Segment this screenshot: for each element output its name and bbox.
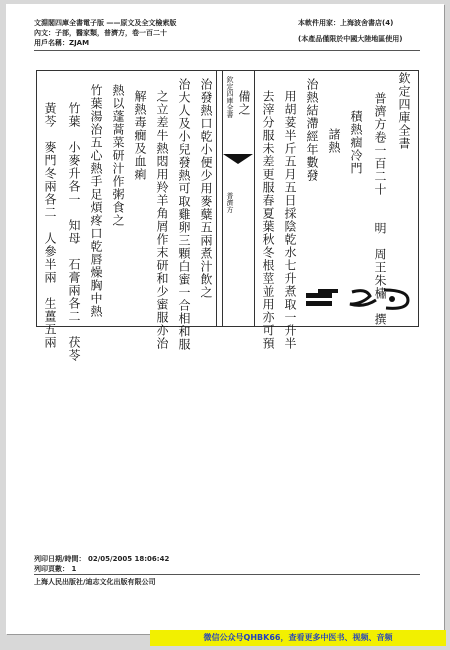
band-subtitle: 普濟方 [226,192,234,213]
header-licensee: 本軟件用家：上海波舍書店(4) [298,19,394,27]
text-column-8: 備之 [237,90,251,116]
print-pages-label: 列印頁數： [34,565,69,573]
band-rule-left [216,70,217,326]
header-left [34,18,176,48]
print-date-value: 02/05/2005 18:06:42 [88,555,170,563]
text-column-12: 解熱毒癇及血痢 [133,90,147,181]
frame-rule-left [36,70,37,326]
print-pages-value: 1 [71,565,77,573]
text-column-9: 治發熱口乾小便少用麥糵五兩煮汁飲之 [199,78,213,299]
band-rule-inner [222,70,223,326]
header-title: 文淵閣四庫全書電子版 ——原文及全文檢索版 [34,19,177,27]
text-column-4: 諸熱 [327,128,341,154]
band-rule-right [254,70,255,326]
text-column-7: 去滓分服未差更服春夏葉秋冬根莖並用亦可預 [261,90,275,350]
text-column-10: 治大人及小兒發熱可取雞卵三顆白蜜一合相和服 [177,78,191,351]
promo-banner: 微信公众号QHBK66，查看更多中医书、视频、音频 [150,630,446,646]
header-right [298,18,402,44]
text-column-2: 普濟方卷一百二十 明 周王朱橚 撰 [373,92,387,326]
band-title: 欽定四庫全書 [226,76,234,118]
text-column-15: 竹葉 小麥升各一 知母 石膏兩各二 茯苓 [67,102,81,362]
publisher-logo [304,286,414,312]
frame-rule-top [36,70,419,71]
frame-rule-bottom [36,326,419,327]
text-column-6: 用胡荽半斤五月五日採陰乾水七升煮取一升半 [283,90,297,350]
header-content: 內文：子部，醫家類，普濟方，卷一百二十 [34,29,167,37]
text-column-13: 熱以蓬蒿菜研汁作粥食之 [111,84,125,227]
text-column-14: 竹葉湯治五心熱手足煩疼口乾唇燥胸中熱 [89,84,103,318]
footer-publisher: 上海人民出版社/迪志文化出版有限公司 [34,578,156,586]
footer-divider [34,574,420,575]
print-date-label: 列印日期/時間： [34,555,86,563]
header-user: 用戶名稱：ZJAM [34,39,90,47]
text-column-16: 黃芩 麥門冬兩各二 人參半兩 生薑五兩 [43,102,57,349]
fishtail-mark [223,154,253,164]
text-column-11: 之立差牛熱悶用羚羊角屑作末研和少蜜服亦治 [155,90,169,350]
text-column-5: 治熱結滯經年數發 [305,78,319,182]
footer-print-date [34,554,169,564]
header-region-note: (本產品僅限於中國大陸地區使用) [298,35,403,43]
header-divider [34,50,420,51]
document-page [6,4,444,634]
text-column-3: 積熱痼冷門 [349,110,363,175]
footer-print-pages [34,564,76,574]
frame-rule-right [418,70,419,326]
text-column-1: 欽定四庫全書 [397,72,411,150]
